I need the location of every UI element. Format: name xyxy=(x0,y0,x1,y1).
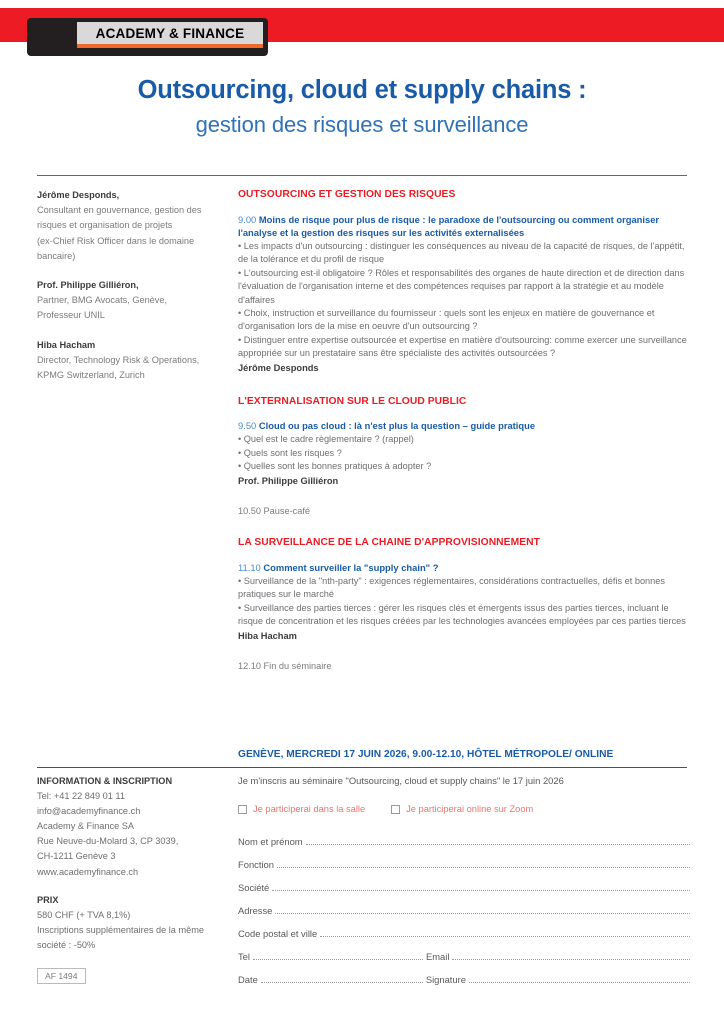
talk-title: Comment surveiller la "supply chain" ? xyxy=(263,561,439,573)
talk-bullet: • L'outsourcing est-il obligatoire ? Rôles et responsabilités des organes de haute direction et de direction dans l'évaluation de l'organisation interne et des compétences requises par rapport à la stratégie et au modèle d'affaires xyxy=(238,267,685,305)
speaker-entry xyxy=(37,338,225,384)
date-input[interactable] xyxy=(261,982,423,983)
talk-bullet: • Surveillance des parties tierces : gérer les risques clés et émergents issus des parties tierces, incluant le risque de concentration et les risques créées par les technologies avancées employées par ces parties tierces xyxy=(238,602,686,627)
divider-bottom xyxy=(37,767,687,768)
speaker-name: Jérôme Desponds, xyxy=(37,190,120,200)
talk-bullet: • Quels sont les risques ? xyxy=(238,447,342,458)
break-spacer xyxy=(238,490,690,505)
info-line-website[interactable]: www.academyfinance.ch xyxy=(37,866,139,877)
participation-options xyxy=(238,804,690,814)
academy-finance-logo xyxy=(27,18,268,56)
signature-input[interactable] xyxy=(469,982,690,983)
info-line-address: Rue Neuve-du-Molard 3, CP 3039, xyxy=(37,836,179,847)
checkbox-room[interactable] xyxy=(238,805,247,814)
speaker-name: Hiba Hacham xyxy=(37,339,96,350)
reference-code: AF 1494 xyxy=(37,968,86,984)
talk-title: Cloud ou pas cloud : là n'est plus la question – guide pratique xyxy=(258,420,536,432)
speaker-entry xyxy=(37,278,225,324)
checkbox-zoom-label[interactable]: Je participerai online sur Zoom xyxy=(406,804,534,814)
talk-title: Moins de risque pour plus de risque : le paradoxe de l'outsourcing ou comment organiser l'analyse et la gestion des risques sur les activités externalisées xyxy=(238,213,660,238)
info-line-company: Academy & Finance SA xyxy=(37,821,135,832)
price-amount: 580 CHF (+ TVA 8,1%) xyxy=(37,909,131,920)
field-label: Email xyxy=(425,951,450,962)
info-line-city: CH-1211 Genève 3 xyxy=(37,851,116,862)
speaker-detail: bancaire) xyxy=(37,250,76,261)
break-item: 10.50 Pause-café xyxy=(238,505,311,516)
form-fields xyxy=(238,836,690,986)
section-heading: LA SURVEILLANCE DE LA CHAINE D'APPROVISIONNEMENT xyxy=(238,537,540,549)
talk-block xyxy=(238,561,690,643)
speaker-name: Prof. Philippe Gilliéron, xyxy=(37,280,139,291)
speaker-detail: risques et organisation de projets xyxy=(37,220,173,231)
checkbox-room-label[interactable]: Je participerai dans la salle xyxy=(253,804,366,814)
talk-block xyxy=(238,419,690,487)
information-column xyxy=(37,774,227,953)
info-line-tel: Tel: +41 22 849 01 11 xyxy=(37,791,125,802)
checkbox-zoom[interactable] xyxy=(391,805,400,814)
talk-time: 11.10 xyxy=(238,561,261,573)
tel-input[interactable] xyxy=(253,959,423,960)
field-label: Signature xyxy=(425,974,466,985)
field-label: Nom et prénom xyxy=(238,836,303,847)
talk-block xyxy=(238,213,690,375)
talk-title-line xyxy=(238,561,690,574)
form-row-tel-email xyxy=(238,951,690,963)
talk-title-line xyxy=(238,213,690,239)
talk-time: 9.50 xyxy=(238,420,257,432)
form-row-name xyxy=(238,836,690,848)
info-line-email[interactable]: info@academyfinance.ch xyxy=(37,806,141,817)
section-heading: L'EXTERNALISATION SUR LE CLOUD PUBLIC xyxy=(238,395,467,407)
talk-presenter: Jérôme Desponds xyxy=(238,362,319,373)
break-spacer xyxy=(238,645,690,660)
program-section xyxy=(238,536,690,673)
field-label: Adresse xyxy=(238,905,273,916)
registration-statement: Je m'inscris au séminaire "Outsourcing, cloud et supply chains" le 17 juin 2026 xyxy=(238,775,564,786)
talk-bullet: • Distinguer entre expertise outsourcée et expertise en matière d'outsourcing: comme exercer une surveillance appropriée sur un prestataire sans être spécialiste des activités outsourcées ? xyxy=(238,334,687,359)
program-column xyxy=(238,188,690,673)
registration-form xyxy=(238,774,690,997)
price-heading: PRIX xyxy=(37,894,59,905)
program-section xyxy=(238,395,690,518)
logo-inner-panel xyxy=(77,22,263,44)
section-spacer xyxy=(238,518,690,536)
break-item: 12.10 Fin du séminaire xyxy=(238,660,332,671)
form-row-address xyxy=(238,905,690,917)
field-label: Société xyxy=(238,882,270,893)
talk-bullet: • Quel est le cadre règlementaire ? (rappel) xyxy=(238,434,414,445)
speaker-detail: Partner, BMG Avocats, Genève, xyxy=(37,295,168,306)
event-location-line: GENÈVE, MERCREDI 17 JUIN 2026, 9.00-12.10, HÔTEL MÉTROPOLE/ ONLINE xyxy=(238,749,614,760)
form-row-postal xyxy=(238,928,690,940)
name-input[interactable] xyxy=(306,844,690,845)
function-input[interactable] xyxy=(277,867,690,868)
program-section xyxy=(238,188,690,375)
speaker-detail: (ex-Chief Risk Officer dans le domaine xyxy=(37,235,195,246)
field-label: Date xyxy=(238,974,258,985)
page-subtitle: gestion des risques et surveillance xyxy=(195,112,529,137)
speakers-column xyxy=(37,188,225,397)
field-label: Fonction xyxy=(238,859,274,870)
field-label: Tel xyxy=(238,951,250,962)
speaker-detail: Director, Technology Risk & Operations, xyxy=(37,354,200,365)
company-input[interactable] xyxy=(272,890,690,891)
talk-title-line xyxy=(238,419,690,432)
divider-top xyxy=(37,175,687,176)
information-heading: INFORMATION & INSCRIPTION xyxy=(37,776,173,786)
page-title: Outsourcing, cloud et supply chains : xyxy=(137,76,587,104)
info-spacer xyxy=(37,880,227,893)
email-input[interactable] xyxy=(452,959,690,960)
talk-presenter: Prof. Philippe Gilliéron xyxy=(238,475,339,486)
speaker-detail: Professeur UNIL xyxy=(37,310,105,321)
talk-bullet: • Choix, instruction et surveillance du fournisseur : quels sont les enjeux en matière de gouvernance et d'organisation lors de la mise en oeuvre d'un outsourcing ? xyxy=(238,308,655,332)
postal-city-input[interactable] xyxy=(320,936,690,937)
section-spacer xyxy=(238,377,690,395)
price-note: Inscriptions supplémentaires de la même xyxy=(37,924,204,935)
logo-text: ACADEMY & FINANCE xyxy=(95,25,245,41)
talk-bullet: • Quelles sont les bonnes pratiques à adopter ? xyxy=(238,461,432,472)
address-input[interactable] xyxy=(275,913,690,914)
talk-time: 9.00 xyxy=(238,213,257,225)
logo-accent-underline xyxy=(77,44,263,48)
form-row-date-signature xyxy=(238,974,690,986)
talk-presenter: Hiba Hacham xyxy=(238,630,297,641)
talk-bullet: • Les impacts d'un outsourcing : distinguer les conséquences au niveau de la capacité de risques, de l'appétit, de la tolérance et du profil de risque xyxy=(238,241,685,265)
form-row-company xyxy=(238,882,690,894)
speaker-detail: Consultant en gouvernance, gestion des xyxy=(37,205,202,216)
speaker-detail: KPMG Switzerland, Zurich xyxy=(37,370,145,381)
price-note: société : -50% xyxy=(37,939,96,950)
form-row-function xyxy=(238,859,690,871)
talk-bullet: • Surveillance de la "nth-party" : exigences réglementaires, considérations contractuelles, défis et bonnes pratiques sur le marché xyxy=(238,575,665,600)
speaker-entry xyxy=(37,188,225,264)
field-label: Code postal et ville xyxy=(238,928,318,939)
section-heading: OUTSOURCING ET GESTION DES RISQUES xyxy=(238,189,456,200)
